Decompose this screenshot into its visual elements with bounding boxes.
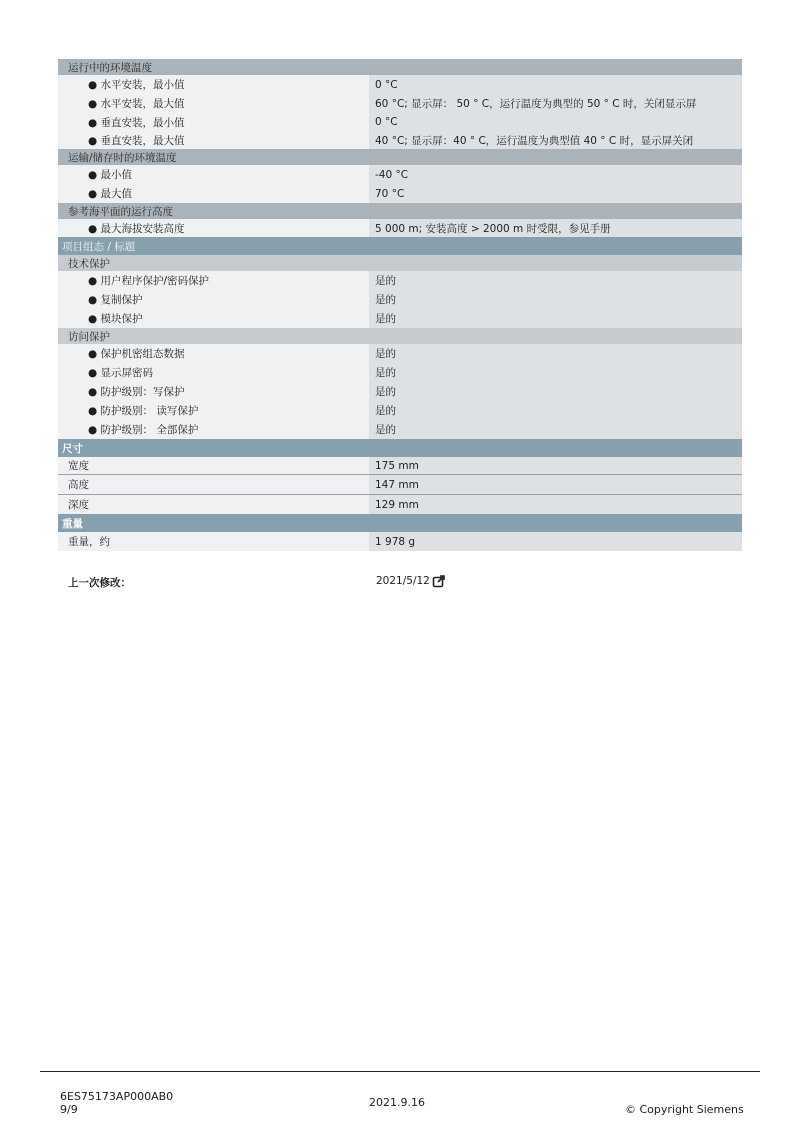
section-header: 项目组态 / 标题 [58,237,742,255]
spec-value: 是的 [369,401,742,420]
spec-row [58,401,742,420]
last-modified [68,575,468,591]
spec-label: 高度 [58,475,369,494]
spec-value: 是的 [369,271,742,290]
spec-row [58,344,742,363]
spec-value: 70 °C [369,184,742,203]
subsection-header: 技术保护 [58,255,742,271]
spec-value: 0 °C [369,75,742,94]
section-header: 尺寸 [58,439,742,457]
spec-value: -40 °C [369,165,742,184]
spec-row [58,94,742,113]
spec-row [58,495,742,514]
spec-value: 是的 [369,363,742,382]
spec-row [58,382,742,401]
external-link-icon[interactable] [432,574,446,591]
spec-label: ● 最大值 [58,184,369,203]
spec-row [58,532,742,551]
spec-value: 147 mm [369,475,742,494]
footer-divider [40,1071,760,1072]
spec-row [58,363,742,382]
subsection-header: 运输/储存时的环境温度 [58,149,742,165]
spec-table [58,59,742,551]
section-header: 重量 [58,514,742,532]
spec-label: 重量，约 [58,532,369,551]
spec-label: 宽度 [58,457,369,474]
spec-value: 175 mm [369,457,742,474]
spec-label: ● 最小值 [58,165,369,184]
spec-row [58,131,742,149]
spec-value: 0 °C [369,113,742,131]
spec-value: 是的 [369,382,742,401]
spec-row [58,271,742,290]
spec-row [58,219,742,237]
spec-value: 129 mm [369,495,742,514]
spec-label: ● 水平安装，最大值 [58,94,369,113]
spec-row [58,113,742,131]
spec-value: 是的 [369,290,742,309]
spec-label: ● 用户程序保护/密码保护 [58,271,369,290]
spec-row [58,420,742,439]
spec-row [58,75,742,94]
subsection-header: 运行中的环境温度 [58,59,742,75]
spec-label: ● 垂直安装，最小值 [58,113,369,131]
spec-label: ● 复制保护 [58,290,369,309]
spec-value: 是的 [369,420,742,439]
spec-label: ● 模块保护 [58,309,369,328]
spec-value: 5 000 m; 安装高度 > 2000 m 时受限，参见手册 [369,219,742,237]
spec-row [58,309,742,328]
spec-label: ● 防护级别： 读写保护 [58,401,369,420]
last-modified-date: 2021/5/12 [376,575,430,587]
subsection-header: 参考海平面的运行高度 [58,203,742,219]
last-modified-label: 上一次修改： [68,577,131,589]
spec-label: ● 显示屏密码 [58,363,369,382]
spec-label: ● 水平安装，最小值 [58,75,369,94]
spec-row [58,184,742,203]
footer-article [60,1090,173,1116]
footer-copyright: © Copyright Siemens [625,1103,744,1116]
spec-row [58,457,742,475]
subsection-header: 访问保护 [58,328,742,344]
spec-label: ● 最大海拔安装高度 [58,219,369,237]
spec-value: 60 °C; 显示屏： 50 ° C，运行温度为典型的 50 ° C 时，关闭显示屏 [369,94,742,113]
article-number: 6ES75173AP000AB0 [60,1090,174,1103]
spec-value: 40 °C; 显示屏：40 ° C，运行温度为典型值 40 ° C 时，显示屏关闭 [369,131,742,149]
spec-label: ● 垂直安装，最大值 [58,131,369,149]
footer-date: 2021.9.16 [369,1096,425,1109]
spec-row [58,475,742,495]
spec-label: ● 保护机密组态数据 [58,344,369,363]
spec-label: 深度 [58,495,369,514]
spec-value: 是的 [369,344,742,363]
spec-value: 是的 [369,309,742,328]
spec-label: ● 防护级别：写保护 [58,382,369,401]
spec-value: 1 978 g [369,532,742,551]
spec-row [58,165,742,184]
spec-label: ● 防护级别： 全部保护 [58,420,369,439]
page-number: 9/9 [60,1103,78,1116]
spec-row [58,290,742,309]
